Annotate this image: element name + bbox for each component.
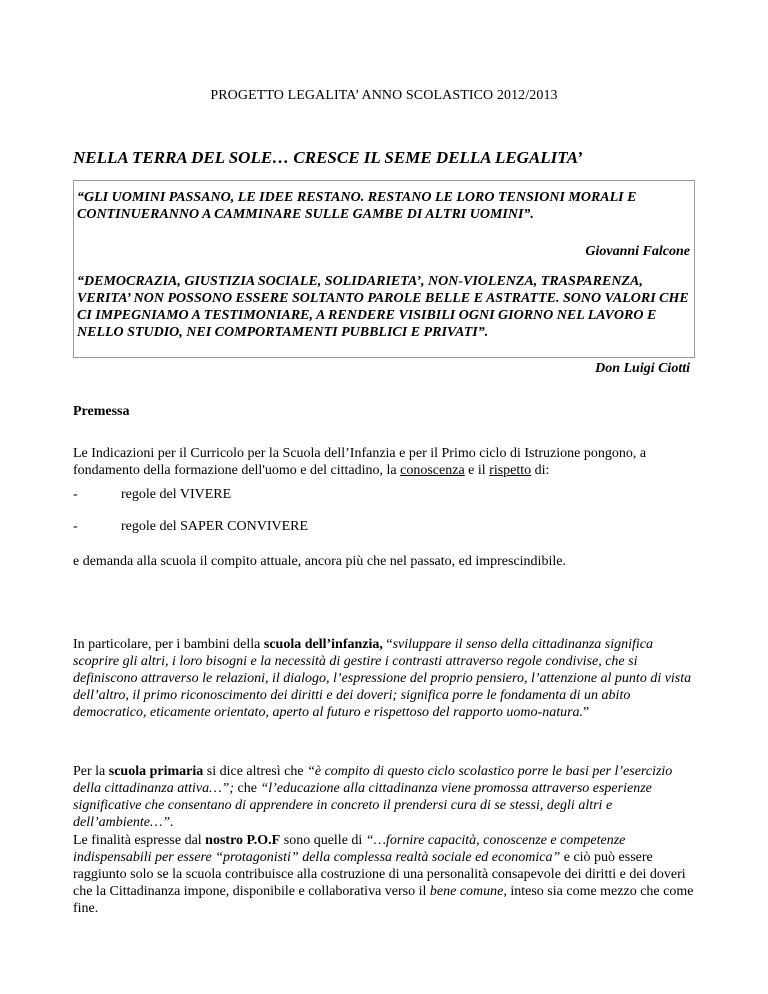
list-item-label: regole del VIVERE [121, 487, 232, 502]
list-item-label: regole del SAPER CONVIVERE [121, 519, 309, 534]
paragraph-pof [73, 832, 697, 917]
paragraph-indicazioni [73, 445, 697, 479]
quote-ciotti: “DEMOCRAZIA, GIUSTIZIA SOCIALE, SOLIDARIETA’, NON-VIOLENZA, TRASPARENZA, VERITA’ NON POSSONO ESSERE SOLTANTO PAROLE BELLE E ASTRATTE. SONO VALORI CHE CI IMPEGNIAMO A TESTIMONIARE, A RENDERE VISIBILI OGNI GIORNO NEL LAVORO E NELLO STUDIO, NEI COMPORTAMENTI PUBBLICI E PRIVATI”. [77, 274, 689, 340]
quote-falcone: “GLI UOMINI PASSANO, LE IDEE RESTANO. RESTANO LE LORO TENSIONI MORALI E CONTINUERANNO A CAMMINARE SULLE GAMBE DI ALTRI UOMINI”. [77, 190, 637, 222]
paragraph-scuola-infanzia [73, 636, 697, 721]
p5-text-c: sono quelle di [280, 833, 366, 848]
p4-text-c: si dice altresì che [203, 764, 308, 779]
p3-text-d: ” [583, 705, 590, 720]
document-header: PROGETTO LEGALITA’ ANNO SCOLASTICO 2012/2013 [210, 88, 558, 103]
p5-text-d: e ciò può essere raggiunto solo se la scuola contribuisce alla costruzione di una personalità consapevole dei diritti e dei doveri che la Cittadinanza impone, disponibile e collaborativa verso il [73, 850, 686, 899]
quote-author-ciotti: Don Luigi Ciotti [595, 361, 690, 376]
p5-bold-pof: nostro P.O.F [205, 833, 281, 848]
p5-italic-quote: “…fornire capacità, conoscenze e competenze indispensabili per essere “protagonisti” della complessa realtà sociale ed economica” [73, 833, 626, 865]
list-dash: - [73, 519, 78, 534]
paragraph-demanda: e demanda alla scuola il compito attuale, ancora più che nel passato, ed imprescindibile. [73, 554, 566, 569]
p4-italic-quote-2: “l’educazione alla cittadinanza viene promossa attraverso esperienze significative che consentano di apprendere in concreto il prendersi cura di se stessi, degli altri e dell’ambiente…”. [73, 781, 652, 830]
p3-bold-infanzia: scuola dell’infanzia, [263, 637, 383, 652]
list-dash: - [73, 487, 78, 502]
p1-text-c: di: [531, 463, 550, 478]
p3-italic-quote: sviluppare il senso della cittadinanza significa scoprire gli altri, i loro bisogni e la necessità di gestire i contrasti attraverso regole condivise, che si definiscono attraverso le relazioni, il dialogo, l’espressione del proprio pensiero, l’attenzione al punto di vista dell’altro, il primo riconoscimento dei diritti e dei doveri; significa porre le fondamenta di un abito democratico, eticamente orientato, aperto al futuro e rispettoso del rapporto uomo-natura. [73, 637, 692, 720]
p4-text-d: che [234, 781, 261, 796]
p4-bold-primaria: scuola primaria [108, 764, 204, 779]
p5-text-e: , inteso sia come mezzo che come fine. [73, 884, 694, 916]
quotes-box [73, 180, 695, 376]
p4-italic-quote-1: “è compito di questo ciclo scolastico porre le basi per l’esercizio della cittadinanza attiva…”; [73, 764, 673, 796]
p3-text-c: “ [382, 637, 393, 652]
p5-italic-bene-comune: bene comune [429, 884, 504, 899]
p3-text-a: In particolare, per i bambini della [73, 637, 264, 652]
p4-text-a: Per la [73, 764, 109, 779]
p1-text-b: e il [464, 463, 490, 478]
p1-underline-rispetto: rispetto [489, 463, 532, 478]
quote-author-falcone: Giovanni Falcone [585, 244, 690, 259]
paragraph-scuola-primaria [73, 763, 697, 831]
p1-underline-conoscenza: conoscenza [400, 463, 465, 478]
p1-text-a: Le Indicazioni per il Curricolo per la Scuola dell’Infanzia e per il Primo ciclo di Istruzione pongono, a fondamento della formazione dell'uomo e del cittadino, la [73, 446, 647, 478]
section-heading-premessa: Premessa [73, 404, 130, 419]
document-title: NELLA TERRA DEL SOLE… CRESCE IL SEME DELLA LEGALITA’ [73, 148, 583, 167]
p5-text-a: Le finalità espresse dal [73, 833, 206, 848]
